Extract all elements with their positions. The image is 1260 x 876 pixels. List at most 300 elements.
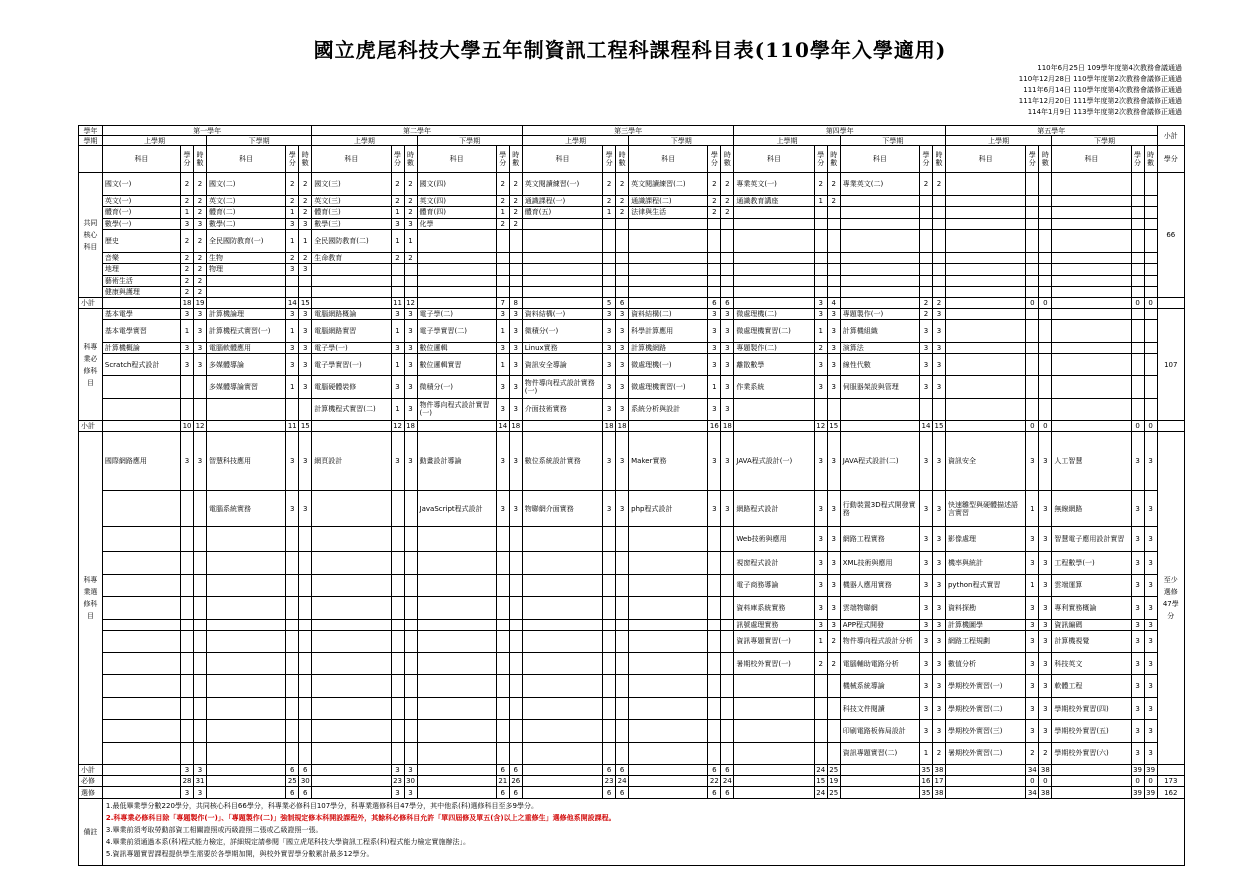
course-name: 電子學實習(一): [312, 353, 391, 375]
course-credits: 3: [1131, 619, 1144, 630]
course-name: [102, 574, 180, 596]
course-credits: [1131, 275, 1144, 286]
course-name: [629, 253, 708, 264]
course-credits: [814, 264, 827, 275]
course-hours: 3: [1039, 619, 1052, 630]
course-name: 微處理機實習(一): [629, 376, 708, 398]
course-hours: [616, 574, 629, 596]
course-name: [312, 630, 391, 652]
course-credits: [496, 229, 509, 252]
course-credits: [814, 275, 827, 286]
course-hours: [404, 619, 417, 630]
course-credits: [603, 526, 616, 551]
course-hours: [827, 398, 840, 420]
course-name: 專利實務概論: [1052, 597, 1131, 619]
course-name: [312, 675, 391, 697]
course-credits: [814, 218, 827, 229]
course-hours: [932, 264, 945, 275]
course-name: 電腦系統實務: [207, 491, 286, 527]
course-credits: [496, 720, 509, 742]
course-name: [945, 275, 1025, 286]
course-hours: 3: [827, 320, 840, 342]
course-name: 多媒體導論: [207, 353, 286, 375]
course-credits: 3: [708, 309, 721, 320]
course-hours: [194, 552, 207, 574]
course-hours: [1144, 229, 1157, 252]
remarks-content: [102, 798, 1184, 865]
course-name: 基本電學實習: [102, 320, 180, 342]
course-hours: 3: [299, 320, 312, 342]
course-hours: 3: [721, 376, 734, 398]
course-credits: 2: [391, 196, 404, 207]
course-name: [417, 552, 496, 574]
course-hours: [509, 619, 522, 630]
subtotal-label: 小計: [79, 421, 103, 432]
course-credits: [181, 398, 194, 420]
course-hours: 2: [299, 196, 312, 207]
course-name: 演算法: [840, 342, 919, 353]
course-credits: 3: [919, 630, 932, 652]
course-name: [207, 653, 286, 675]
total-blank: [945, 787, 1025, 798]
subtotal-credits: 35: [919, 765, 932, 776]
course-credits: [708, 275, 721, 286]
course-hours: [616, 675, 629, 697]
course-hours: 3: [1144, 697, 1157, 719]
course-credits: 3: [919, 491, 932, 527]
course-hours: 2: [194, 207, 207, 218]
course-credits: 3: [919, 376, 932, 398]
course-credits: [1026, 320, 1039, 342]
course-credits: 3: [286, 309, 299, 320]
semester-header: 下學期: [417, 136, 522, 146]
course-name: 資料結構(一): [522, 309, 602, 320]
course-hours: [509, 286, 522, 297]
course-hours: 3: [1144, 630, 1157, 652]
course-hours: [616, 720, 629, 742]
course-hours: 3: [721, 398, 734, 420]
course-hours: [194, 574, 207, 596]
course-name: [945, 286, 1025, 297]
course-hours: [299, 286, 312, 297]
course-credits: [603, 253, 616, 264]
course-name: [312, 619, 391, 630]
course-hours: 3: [932, 353, 945, 375]
course-name: 計算機程式實習(一): [207, 320, 286, 342]
total-credits: 6: [708, 787, 721, 798]
course-hours: 3: [932, 630, 945, 652]
course-hours: [616, 597, 629, 619]
course-credits: [708, 653, 721, 675]
course-name: python程式實習: [945, 574, 1025, 596]
course-hours: [194, 376, 207, 398]
course-name: [417, 574, 496, 596]
course-name: [207, 574, 286, 596]
course-col-header: 科目: [734, 146, 814, 172]
course-name: [629, 286, 708, 297]
course-name: 通識課程(二): [629, 196, 708, 207]
course-hours: [509, 552, 522, 574]
course-credits: 3: [181, 342, 194, 353]
section-total: 至少選修47學分: [1157, 432, 1184, 765]
course-hours: [616, 630, 629, 652]
course-name: [1052, 196, 1131, 207]
course-hours: [1039, 309, 1052, 320]
course-name: [102, 675, 180, 697]
course-name: 電子商務導論: [734, 574, 814, 596]
course-name: [945, 218, 1025, 229]
course-credits: [1131, 376, 1144, 398]
course-hours: 3: [932, 720, 945, 742]
course-credits: [708, 697, 721, 719]
course-name: 電腦硬體裝修: [312, 376, 391, 398]
course-credits: 2: [181, 264, 194, 275]
course-credits: [603, 275, 616, 286]
credit-col-header: 學分: [1026, 146, 1039, 172]
course-credits: 3: [1131, 697, 1144, 719]
course-name: [522, 630, 602, 652]
course-name: [629, 218, 708, 229]
course-name: 計算機概論: [102, 342, 180, 353]
course-name: [417, 286, 496, 297]
course-name: 英文(三): [312, 196, 391, 207]
course-credits: 3: [1131, 675, 1144, 697]
course-credits: [181, 653, 194, 675]
course-hours: 3: [616, 491, 629, 527]
course-name: 計算機網路: [629, 342, 708, 353]
required-total-label: 必修: [79, 776, 103, 787]
course-credits: [181, 675, 194, 697]
course-credits: [496, 264, 509, 275]
course-credits: [286, 697, 299, 719]
course-hours: [509, 526, 522, 551]
course-credits: 2: [919, 309, 932, 320]
course-name: 計算機論理: [207, 309, 286, 320]
course-credits: [496, 653, 509, 675]
course-credits: [1026, 196, 1039, 207]
total-credits: 6: [603, 787, 616, 798]
course-hours: [1144, 264, 1157, 275]
course-credits: 3: [814, 353, 827, 375]
subtotal-credits: 6: [708, 297, 721, 308]
course-name: [207, 720, 286, 742]
total-hours: 39: [1144, 787, 1157, 798]
course-hours: [827, 286, 840, 297]
course-name: Maker實務: [629, 432, 708, 491]
course-name: [1052, 398, 1131, 420]
course-credits: [1026, 286, 1039, 297]
course-name: 生物: [207, 253, 286, 264]
subtotal-blank: [207, 421, 286, 432]
course-credits: [603, 218, 616, 229]
course-hours: 3: [616, 309, 629, 320]
course-credits: [496, 697, 509, 719]
subtotal-blank: [417, 297, 496, 308]
subtotal-credits: 3: [181, 765, 194, 776]
course-name: [945, 253, 1025, 264]
course-credits: [286, 619, 299, 630]
course-name: [207, 742, 286, 764]
course-hours: [616, 552, 629, 574]
course-name: 物件導向程式設計實習(一): [417, 398, 496, 420]
course-credits: 3: [181, 218, 194, 229]
course-name: 網路工程實務: [840, 526, 919, 551]
total-blank: [102, 776, 180, 787]
course-hours: [194, 398, 207, 420]
course-name: [312, 264, 391, 275]
subtotal-hours: 19: [194, 297, 207, 308]
course-credits: [814, 229, 827, 252]
total-credits: 6: [496, 787, 509, 798]
course-credits: 1: [603, 207, 616, 218]
course-hours: 3: [299, 342, 312, 353]
course-name: 視窗程式設計: [734, 552, 814, 574]
course-hours: [1039, 264, 1052, 275]
course-credits: 3: [919, 597, 932, 619]
course-credits: [814, 742, 827, 764]
course-credits: [391, 491, 404, 527]
course-name: [734, 286, 814, 297]
course-hours: [194, 697, 207, 719]
course-hours: 3: [827, 491, 840, 527]
course-name: 學期校外實習(四): [1052, 697, 1131, 719]
course-name: 學期校外實習(三): [945, 720, 1025, 742]
course-name: 雲端物聯網: [840, 597, 919, 619]
total-credits: 23: [603, 776, 616, 787]
course-credits: 3: [181, 432, 194, 491]
course-hours: [509, 275, 522, 286]
course-hours: 2: [1039, 742, 1052, 764]
course-hours: 3: [299, 432, 312, 491]
course-hours: [1039, 253, 1052, 264]
course-name: [417, 275, 496, 286]
total-credits: 39: [1131, 787, 1144, 798]
course-name: [522, 526, 602, 551]
section-label: 共同核心科目: [79, 172, 103, 297]
course-hours: [1144, 275, 1157, 286]
course-credits: [496, 286, 509, 297]
course-credits: 1: [391, 207, 404, 218]
course-hours: 3: [1039, 526, 1052, 551]
course-hours: 2: [299, 207, 312, 218]
course-name: 工程數學(一): [1052, 552, 1131, 574]
course-name: 法律與生活: [629, 207, 708, 218]
credit-col-header: 學分: [391, 146, 404, 172]
subtotal-blank: [840, 297, 919, 308]
course-credits: [1131, 264, 1144, 275]
course-name: [312, 742, 391, 764]
subtotal-hours: 6: [299, 765, 312, 776]
course-hours: [721, 675, 734, 697]
subtotal-blank: [840, 765, 919, 776]
course-hours: [509, 229, 522, 252]
course-name: [1052, 342, 1131, 353]
course-hours: [1144, 320, 1157, 342]
course-hours: [404, 552, 417, 574]
course-credits: [1026, 309, 1039, 320]
course-hours: 3: [1039, 675, 1052, 697]
course-name: 行動裝置3D程式開發實務: [840, 491, 919, 527]
course-hours: [299, 742, 312, 764]
course-hours: 3: [1144, 491, 1157, 527]
course-name: 軟體工程: [1052, 675, 1131, 697]
course-name: 微處理機(二): [734, 309, 814, 320]
course-credits: [391, 597, 404, 619]
course-credits: 3: [919, 619, 932, 630]
course-name: Scratch程式設計: [102, 353, 180, 375]
course-name: [629, 697, 708, 719]
course-name: [522, 286, 602, 297]
total-hours: 6: [299, 787, 312, 798]
subtotal-hours: 15: [299, 297, 312, 308]
course-credits: 3: [1026, 720, 1039, 742]
course-hours: [827, 275, 840, 286]
course-hours: 3: [299, 218, 312, 229]
course-name: [522, 574, 602, 596]
course-credits: [708, 675, 721, 697]
course-hours: 3: [1144, 552, 1157, 574]
course-credits: 1: [919, 742, 932, 764]
course-name: 英文閱讀練習(二): [629, 172, 708, 195]
course-hours: 3: [194, 309, 207, 320]
year-header: 第一學年: [102, 126, 311, 136]
revision-line: 110年12月28日 110學年度第2次教務會議修正通過: [1018, 75, 1182, 83]
subtotal-hours: 15: [299, 421, 312, 432]
subtotal-label: 小計: [79, 297, 103, 308]
course-hours: 2: [932, 742, 945, 764]
course-hours: [616, 218, 629, 229]
course-credits: 3: [919, 720, 932, 742]
course-hours: [194, 742, 207, 764]
course-hours: 2: [194, 172, 207, 195]
course-credits: 3: [1026, 552, 1039, 574]
semester-header: 下學期: [840, 136, 945, 146]
course-hours: [827, 742, 840, 764]
credit-total-header: 學分: [1157, 146, 1184, 172]
course-credits: [1026, 207, 1039, 218]
course-credits: 3: [919, 320, 932, 342]
course-credits: 1: [286, 207, 299, 218]
course-credits: [1131, 309, 1144, 320]
semester-header: 上學期: [734, 136, 840, 146]
total-blank: [1052, 776, 1131, 787]
course-name: 通識課程(一): [522, 196, 602, 207]
course-name: 歷史: [102, 229, 180, 252]
total-credits: 3: [391, 787, 404, 798]
semester-header: 下學期: [1052, 136, 1157, 146]
course-name: [945, 309, 1025, 320]
course-credits: 3: [1026, 653, 1039, 675]
revision-notes: [1019, 63, 1182, 118]
course-name: 暑期校外實習(一): [734, 653, 814, 675]
course-hours: [1039, 196, 1052, 207]
course-credits: 3: [286, 353, 299, 375]
credit-col-header: 學分: [1131, 146, 1144, 172]
course-credits: [496, 552, 509, 574]
course-hours: [404, 630, 417, 652]
course-credits: [1026, 353, 1039, 375]
course-name: [417, 675, 496, 697]
course-hours: 3: [194, 342, 207, 353]
course-hours: [404, 597, 417, 619]
course-credits: 1: [1026, 574, 1039, 596]
course-hours: [721, 286, 734, 297]
course-name: 音樂: [102, 253, 180, 264]
course-name: [207, 630, 286, 652]
course-hours: [1039, 218, 1052, 229]
course-hours: [616, 526, 629, 551]
total-hours: 24: [616, 776, 629, 787]
course-hours: [721, 526, 734, 551]
course-hours: 3: [932, 697, 945, 719]
subtotal-hours: 8: [509, 297, 522, 308]
course-hours: 3: [509, 353, 522, 375]
remark-line: 5.資訊專題實習課程提供學生需要於各學期加開，與校外實習學分數累計最多12學分。: [105, 849, 374, 858]
course-hours: 3: [616, 320, 629, 342]
course-credits: [496, 675, 509, 697]
course-name: [1052, 286, 1131, 297]
course-credits: 3: [1131, 720, 1144, 742]
subtotal-hours: 6: [509, 765, 522, 776]
course-name: 人工智慧: [1052, 432, 1131, 491]
course-hours: 3: [404, 376, 417, 398]
subtotal-blank: [1157, 421, 1184, 432]
course-credits: [286, 526, 299, 551]
course-hours: [1144, 207, 1157, 218]
total-blank: [840, 787, 919, 798]
course-credits: 3: [391, 342, 404, 353]
course-name: [417, 526, 496, 551]
course-hours: [299, 574, 312, 596]
subtotal-credits: 7: [496, 297, 509, 308]
course-credits: [286, 574, 299, 596]
semester-header: 上學期: [945, 136, 1051, 146]
subtotal-credits: 0: [1026, 421, 1039, 432]
total-hours: 3: [194, 787, 207, 798]
course-hours: 3: [932, 320, 945, 342]
total-blank: [102, 787, 180, 798]
subtotal-credits: 6: [708, 765, 721, 776]
course-name: JAVA程式設計(一): [734, 432, 814, 491]
year-label: 學年: [79, 126, 103, 136]
course-name: [312, 275, 391, 286]
course-hours: 3: [194, 218, 207, 229]
course-name: 專題製作(二): [734, 342, 814, 353]
course-hours: 3: [1039, 720, 1052, 742]
course-name: [102, 552, 180, 574]
total-credits: 0: [1026, 776, 1039, 787]
course-hours: [509, 253, 522, 264]
course-name: [629, 742, 708, 764]
course-credits: 3: [1026, 630, 1039, 652]
course-hours: [721, 552, 734, 574]
course-hours: 3: [1039, 653, 1052, 675]
course-credits: [603, 697, 616, 719]
course-hours: [299, 653, 312, 675]
hour-col-header: 時數: [194, 146, 207, 172]
course-name: [734, 275, 814, 286]
course-hours: 3: [932, 432, 945, 491]
course-name: [945, 342, 1025, 353]
course-name: 計算機組織: [840, 320, 919, 342]
course-name: 系統分析與設計: [629, 398, 708, 420]
course-credits: [391, 275, 404, 286]
course-name: [840, 264, 919, 275]
course-name: 專業英文(一): [734, 172, 814, 195]
course-credits: [603, 742, 616, 764]
course-name: 計算機程式實習(二): [312, 398, 391, 420]
course-name: 國文(四): [417, 172, 496, 195]
